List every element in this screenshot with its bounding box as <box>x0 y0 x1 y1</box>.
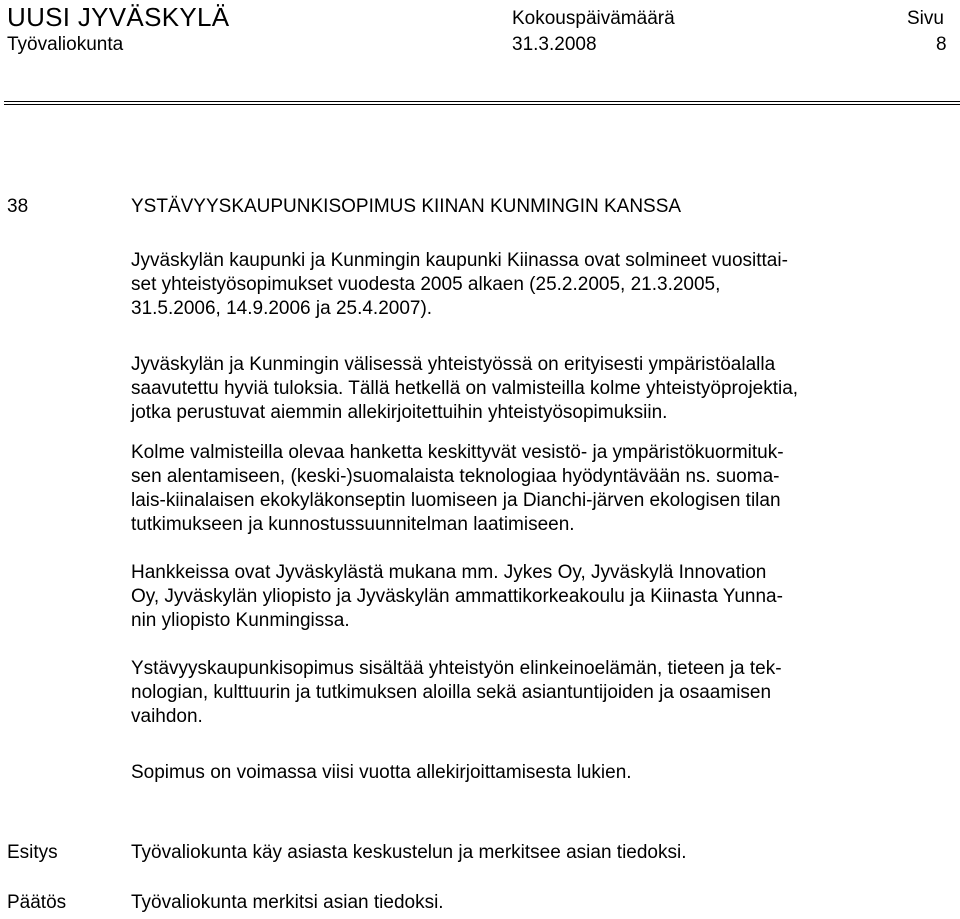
paragraph-line: sen alentamiseen, (keski-)suomalaista teknologiaa hyödyntävään ns. suoma- <box>131 466 780 487</box>
item-title: YSTÄVYYSKAUPUNKISOPIMUS KIINAN KUNMINGIN KANSSA <box>131 196 682 217</box>
header-divider <box>4 101 960 105</box>
page-label: Sivu <box>907 8 944 29</box>
paragraph-line: Sopimus on voimassa viisi vuotta allekirjoittamisesta lukien. <box>131 762 632 783</box>
paragraph-line: vaihdon. <box>131 706 203 727</box>
paragraph-line: jotka perustuvat aiemmin allekirjoitettuihin yhteistyösopimuksiin. <box>131 402 668 423</box>
decision-label: Päätös <box>7 892 67 913</box>
item-number: 38 <box>7 196 29 217</box>
committee-name: Työvaliokunta <box>7 34 124 55</box>
proposal-text: Työvaliokunta käy asiasta keskustelun ja merkitsee asian tiedoksi. <box>131 842 687 863</box>
paragraph-line: Kolme valmisteilla olevaa hanketta keskittyvät vesistö- ja ympäristökuormituk- <box>131 442 784 463</box>
paragraph-line: Hankkeissa ovat Jyväskylästä mukana mm. Jykes Oy, Jyväskylä Innovation <box>131 562 767 583</box>
decision-text: Työvaliokunta merkitsi asian tiedoksi. <box>131 892 444 913</box>
paragraph <box>131 353 798 425</box>
paragraph-line: nin yliopisto Kunmingissa. <box>131 610 350 631</box>
page-number: 8 <box>936 34 947 55</box>
proposal-label: Esitys <box>7 842 58 863</box>
paragraph-line: Oy, Jyväskylän yliopisto ja Jyväskylän ammattikorkeakoulu ja Kiinasta Yunna- <box>131 586 783 607</box>
paragraph-line: Jyväskylän ja Kunmingin välisessä yhteistyössä on erityisesti ympäristöalalla <box>131 354 776 375</box>
organization-name: UUSI JYVÄSKYLÄ <box>7 2 230 32</box>
meeting-date: 31.3.2008 <box>512 34 597 55</box>
paragraph-line: Ystävyyskaupunkisopimus sisältää yhteistyön elinkeinoelämän, tieteen ja tek- <box>131 658 782 679</box>
paragraph <box>131 249 788 321</box>
paragraph-line: saavutettu hyviä tuloksia. Tällä hetkellä on valmisteilla kolme yhteistyöprojektia, <box>131 378 799 399</box>
paragraph <box>131 657 782 729</box>
paragraph-line: lais-kiinalaisen ekokyläkonseptin luomiseen ja Dianchi-järven ekologisen tilan <box>131 490 781 511</box>
paragraph <box>131 561 783 633</box>
paragraph-line: nologian, kulttuurin ja tutkimuksen aloilla sekä asiantuntijoiden ja osaamisen <box>131 682 772 703</box>
paragraph <box>131 761 632 785</box>
paragraph-line: 31.5.2006, 14.9.2006 ja 25.4.2007). <box>131 298 433 319</box>
paragraph <box>131 441 784 537</box>
paragraph-line: tutkimukseen ja kunnostussuunnitelman laatimiseen. <box>131 514 575 535</box>
paragraph-line: set yhteistyösopimukset vuodesta 2005 alkaen (25.2.2005, 21.3.2005, <box>131 274 721 295</box>
paragraph-line: Jyväskylän kaupunki ja Kunmingin kaupunki Kiinassa ovat solmineet vuosittai- <box>131 250 788 271</box>
meeting-date-label: Kokouspäivämäärä <box>512 8 675 29</box>
